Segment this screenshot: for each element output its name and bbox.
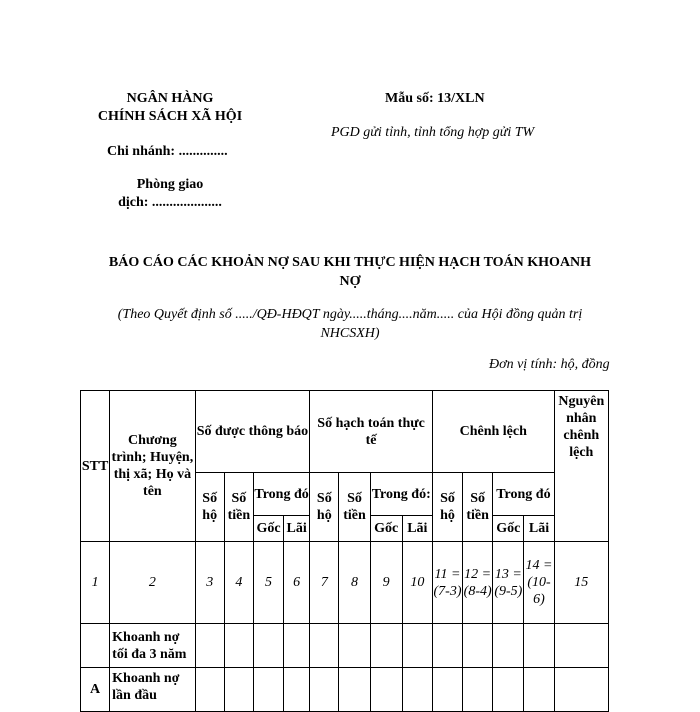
accounted-so-tien: Số tiền — [339, 473, 370, 542]
col-difference: Chênh lệch — [432, 391, 554, 473]
report-title-line2: NỢ — [339, 274, 361, 289]
num-cell: 14 = (10-6) — [524, 542, 554, 624]
num-cell: 8 — [339, 542, 370, 624]
num-cell: 15 — [554, 542, 608, 624]
notified-so-tien: Số tiền — [224, 473, 253, 542]
num-cell: 10 — [402, 542, 432, 624]
difference-so-tien: Số tiền — [463, 473, 493, 542]
bank-name-line2: CHÍNH SÁCH XÃ HỘI — [97, 109, 243, 124]
row-label: Khoanh nợ tối đa 3 năm — [110, 624, 195, 668]
row-stt — [81, 624, 110, 668]
num-cell: 3 — [195, 542, 224, 624]
num-cell: 7 — [310, 542, 339, 624]
branch-label: Chi nhánh: .............. — [107, 144, 228, 159]
decision-line2: NHCSXH) — [320, 326, 380, 341]
table-row — [81, 668, 609, 712]
difference-trong-do: Trong đó — [493, 473, 554, 516]
notified-lai: Lãi — [284, 516, 310, 542]
col-reason: Nguyên nhân chênh lệch — [554, 391, 608, 542]
num-cell: 1 — [81, 542, 110, 624]
col-stt: STT — [81, 391, 110, 542]
num-cell: 2 — [110, 542, 195, 624]
num-cell: 13 = (9-5) — [493, 542, 524, 624]
form-note: PGD gửi tỉnh, tỉnh tổng hợp gửi TW — [331, 125, 535, 140]
form-code: Mẫu số: 13/XLN — [385, 91, 485, 106]
num-cell: 5 — [253, 542, 283, 624]
report-title-line1: BÁO CÁO CÁC KHOẢN NỢ SAU KHI THỰC HIỆN HẠCH TOÁN KHOANH — [108, 255, 592, 270]
accounted-goc: Gốc — [370, 516, 402, 542]
report-title — [80, 253, 620, 291]
num-cell: 4 — [224, 542, 253, 624]
notified-so-ho: Số hộ — [195, 473, 224, 542]
notified-trong-do: Trong đó — [253, 473, 309, 516]
decision-line1: (Theo Quyết định số ...../QĐ-HĐQT ngày.....tháng....năm..... của Hội đồng quản trị — [117, 307, 583, 322]
accounted-so-ho: Số hộ — [310, 473, 339, 542]
col-program: Chương trình; Huyện, thị xã; Họ và tên — [110, 391, 195, 542]
notified-goc: Gốc — [253, 516, 283, 542]
table-row — [81, 624, 609, 668]
num-cell: 6 — [284, 542, 310, 624]
num-cell: 12 = (8-4) — [463, 542, 493, 624]
unit-label: Đơn vị tính: hộ, đồng — [489, 357, 610, 372]
accounted-lai: Lãi — [402, 516, 432, 542]
office-line2: dịch: .................... — [118, 195, 222, 210]
report-table — [80, 390, 609, 712]
difference-lai: Lãi — [524, 516, 554, 542]
row-label: Khoanh nợ lần đầu — [110, 668, 195, 712]
decision-note — [80, 305, 620, 343]
num-cell: 11 = (7-3) — [432, 542, 462, 624]
num-cell: 9 — [370, 542, 402, 624]
col-notified: Số được thông báo — [195, 391, 310, 473]
accounted-trong-do: Trong đó: — [370, 473, 432, 516]
office-line1: Phòng giao — [136, 177, 204, 192]
bank-name-line1: NGÂN HÀNG — [126, 91, 214, 106]
numbering-row — [81, 542, 609, 624]
difference-goc: Gốc — [493, 516, 524, 542]
row-stt: A — [81, 668, 110, 712]
col-accounted: Số hạch toán thực tế — [310, 391, 433, 473]
difference-so-ho: Số hộ — [432, 473, 462, 542]
